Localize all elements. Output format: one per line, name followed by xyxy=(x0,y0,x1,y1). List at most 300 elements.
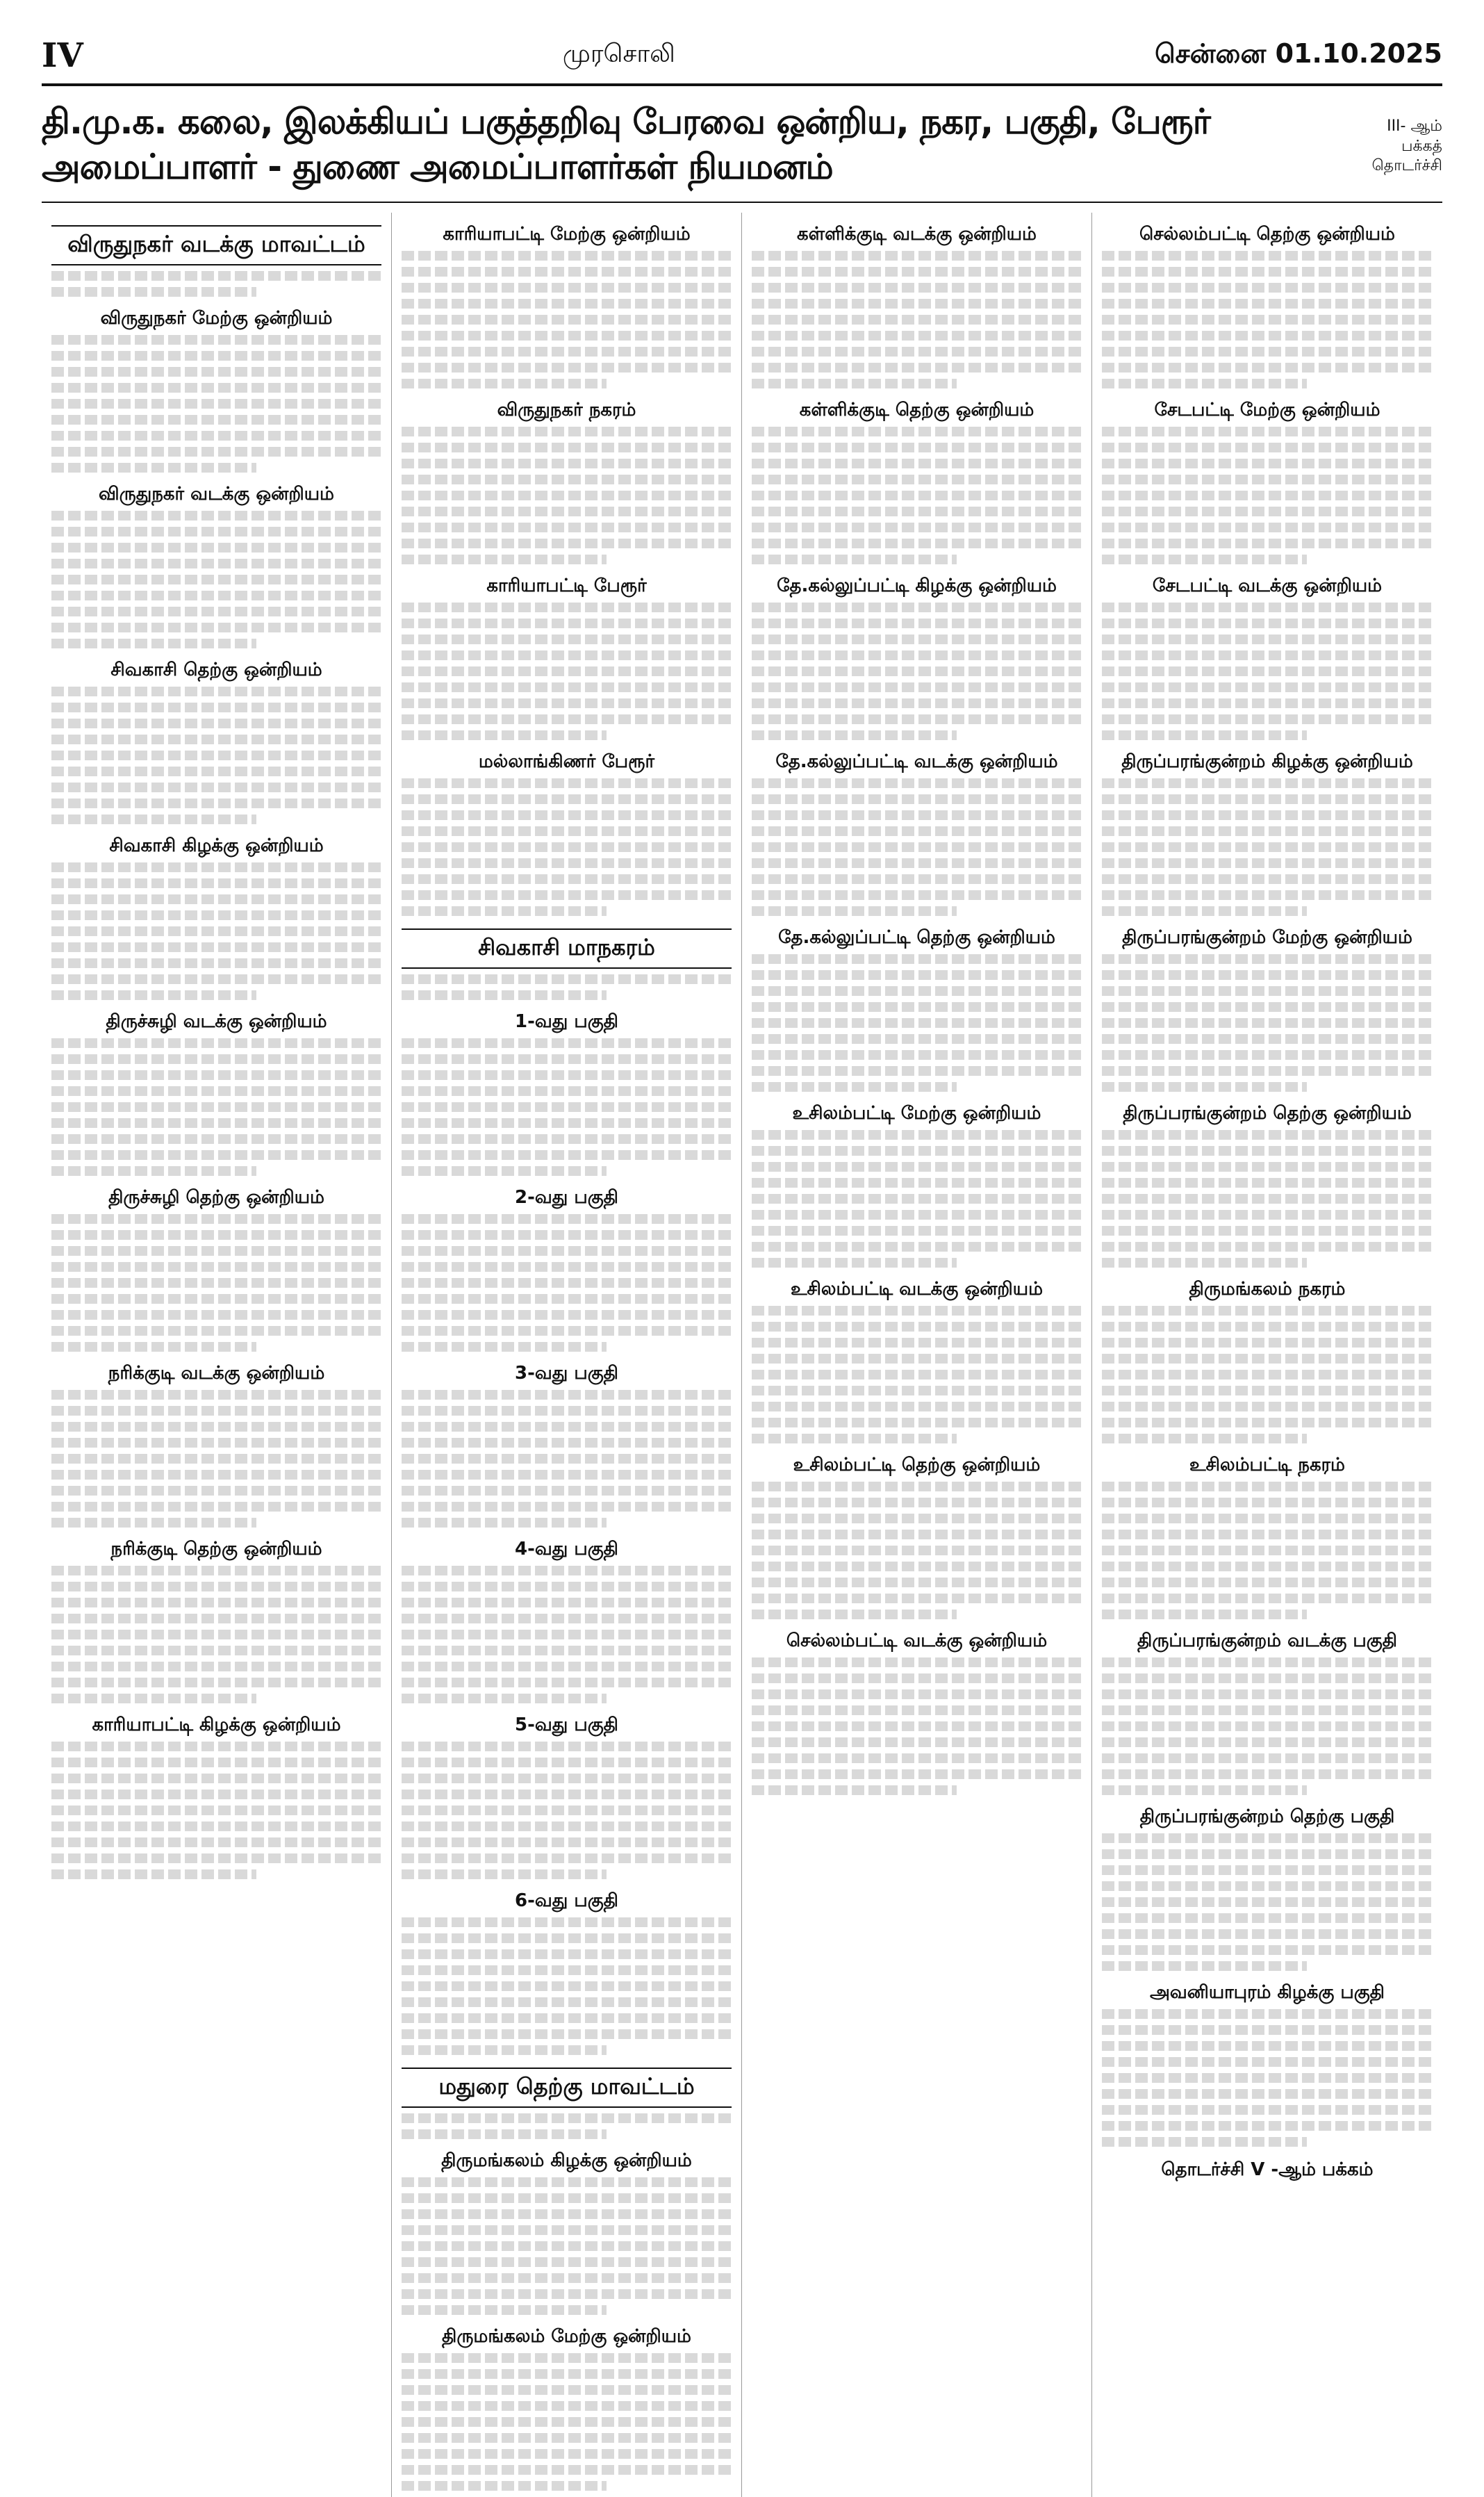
text-line xyxy=(1102,299,1433,309)
union-heading: உசிலம்பட்டி தெற்கு ஒன்றியம் xyxy=(793,1455,1041,1475)
text-line xyxy=(1102,603,1433,612)
text-line xyxy=(402,1502,732,1512)
text-line xyxy=(402,1566,732,1575)
text-line xyxy=(1102,2009,1433,2019)
text-line xyxy=(402,2013,732,2023)
text-line xyxy=(752,1322,1082,1332)
text-line xyxy=(402,1102,732,1112)
text-line xyxy=(752,1578,1082,1587)
text-line xyxy=(51,1118,381,1128)
text-line xyxy=(51,719,381,728)
text-line xyxy=(752,1082,957,1092)
text-line xyxy=(752,1162,1082,1172)
text-line xyxy=(402,2045,607,2055)
text-line xyxy=(402,1262,732,1272)
union-heading: விருதுநகர் வடக்கு ஒன்றியம் xyxy=(99,484,334,505)
text-line xyxy=(752,1498,1082,1507)
union-heading: 3-வது பகுதி xyxy=(515,1363,618,1384)
text-line xyxy=(1102,1721,1433,1731)
appointment-text-block xyxy=(51,271,381,297)
appointment-text-block xyxy=(1102,1657,1433,1795)
text-line xyxy=(51,1294,381,1304)
union-heading: திருப்பரங்குன்றம் தெற்கு பகுதி xyxy=(1139,1806,1395,1827)
text-line xyxy=(752,970,1082,980)
text-line xyxy=(402,2417,732,2427)
text-line xyxy=(402,379,607,388)
text-line xyxy=(51,559,381,568)
column-2 xyxy=(392,213,742,2497)
text-line xyxy=(1102,539,1433,548)
appointment-text-block xyxy=(402,1214,732,1352)
text-line xyxy=(402,283,732,293)
continued-footer-note: தொடர்ச்சி V -ஆம் பக்கம் xyxy=(1161,2159,1374,2180)
text-line xyxy=(402,1118,732,1128)
appointment-text-block xyxy=(402,1566,732,1703)
text-line xyxy=(402,1933,732,1943)
text-line xyxy=(402,842,732,852)
text-line xyxy=(51,591,381,600)
union-heading: 2-வது பகுதி xyxy=(515,1187,618,1208)
text-line xyxy=(1102,1370,1433,1380)
text-line xyxy=(1102,858,1433,868)
union-heading: உசிலம்பட்டி வடக்கு ஒன்றியம் xyxy=(790,1279,1044,1300)
text-line xyxy=(402,539,732,548)
text-line xyxy=(402,491,732,500)
text-line xyxy=(51,1278,381,1288)
text-line xyxy=(1102,363,1433,372)
text-line xyxy=(1102,1178,1433,1188)
text-line xyxy=(402,1166,607,1176)
text-line xyxy=(402,1742,732,1751)
text-line xyxy=(51,1454,381,1464)
text-line xyxy=(51,1821,381,1831)
text-line xyxy=(1102,1002,1433,1012)
union-heading: விருதுநகர் மேற்கு ஒன்றியம் xyxy=(100,308,333,329)
text-line xyxy=(752,1210,1082,1220)
text-line xyxy=(1102,1610,1307,1619)
text-line xyxy=(402,2177,732,2187)
text-line xyxy=(1102,794,1433,804)
text-line xyxy=(1102,475,1433,484)
text-line xyxy=(402,267,732,277)
text-line xyxy=(51,1694,256,1703)
appointment-text-block xyxy=(402,1390,732,1528)
appointment-text-block xyxy=(402,427,732,564)
text-line xyxy=(402,1869,607,1879)
text-line xyxy=(402,523,732,532)
text-line xyxy=(1102,1881,1433,1891)
text-line xyxy=(1102,1785,1307,1795)
text-line xyxy=(402,2369,732,2379)
text-line xyxy=(402,826,732,836)
appointment-text-block xyxy=(402,778,732,916)
text-line xyxy=(51,463,256,473)
text-line xyxy=(1102,283,1433,293)
headline-row xyxy=(42,86,1442,203)
text-line xyxy=(402,1694,607,1703)
text-line xyxy=(1102,730,1307,740)
text-line xyxy=(51,894,381,904)
text-line xyxy=(1102,315,1433,325)
text-line xyxy=(752,666,1082,676)
union-heading: 6-வது பகுதி xyxy=(515,1890,618,1911)
union-heading: திருமங்கலம் கிழக்கு ஒன்றியம் xyxy=(441,2150,692,2171)
text-line xyxy=(752,427,1082,436)
text-line xyxy=(51,1054,381,1064)
text-line xyxy=(752,459,1082,468)
text-line xyxy=(402,2305,607,2315)
text-line xyxy=(402,794,732,804)
union-heading: 1-வது பகுதி xyxy=(515,1011,618,1032)
text-line xyxy=(1102,1066,1433,1076)
text-line xyxy=(51,1230,381,1240)
text-line xyxy=(1102,1386,1433,1395)
text-line xyxy=(1102,954,1433,964)
text-line xyxy=(51,1662,381,1671)
text-line xyxy=(752,1482,1082,1491)
text-line xyxy=(1102,1434,1307,1443)
text-line xyxy=(402,1390,732,1400)
text-line xyxy=(752,794,1082,804)
text-line xyxy=(1102,682,1433,692)
text-line xyxy=(1102,1210,1433,1220)
text-line xyxy=(51,783,381,792)
text-line xyxy=(51,958,381,968)
union-heading: திருச்சுழி தெற்கு ஒன்றியம் xyxy=(108,1187,324,1208)
appointment-text-block xyxy=(51,862,381,1000)
text-line xyxy=(752,1530,1082,1539)
text-line xyxy=(752,1226,1082,1236)
text-line xyxy=(51,1470,381,1480)
text-line xyxy=(752,1546,1082,1555)
union-heading: சேடபட்டி வடக்கு ஒன்றியம் xyxy=(1152,575,1383,596)
text-line xyxy=(1102,986,1433,996)
text-line xyxy=(51,1390,381,1400)
union-heading: அவனியாபுரம் கிழக்கு பகுதி xyxy=(1150,1982,1385,2003)
text-line xyxy=(402,1310,732,1320)
text-line xyxy=(752,1258,957,1268)
text-line xyxy=(752,299,1082,309)
text-line xyxy=(51,1614,381,1623)
appointment-text-block xyxy=(752,1306,1082,1443)
text-line xyxy=(402,2029,732,2039)
text-line xyxy=(1102,2137,1307,2147)
union-heading: திருமங்கலம் மேற்கு ஒன்றியம் xyxy=(442,2326,691,2347)
text-line xyxy=(51,751,381,760)
continued-note: III- ஆம் பக்கத் தொடர்ச்சி xyxy=(1371,117,1442,175)
text-line xyxy=(51,1214,381,1224)
text-line xyxy=(51,383,381,393)
text-line xyxy=(752,1018,1082,1028)
text-line xyxy=(402,1774,732,1783)
text-line xyxy=(402,1246,732,1256)
union-heading: திருப்பரங்குன்றம் தெற்கு ஒன்றியம் xyxy=(1123,1103,1412,1124)
text-line xyxy=(402,2289,732,2299)
text-line xyxy=(752,650,1082,660)
text-line xyxy=(1102,1402,1433,1411)
text-line xyxy=(402,1646,732,1655)
text-line xyxy=(402,1806,732,1815)
text-line xyxy=(51,1518,256,1528)
text-line xyxy=(402,2449,732,2459)
text-line xyxy=(1102,1530,1433,1539)
union-heading: உசிலம்பட்டி நகரம் xyxy=(1189,1455,1345,1475)
appointment-text-block xyxy=(51,1214,381,1352)
text-line xyxy=(1102,347,1433,357)
text-line xyxy=(752,1562,1082,1571)
main-headline: தி.மு.க. கலை, இலக்கியப் பகுத்தறிவு பேரவை ஒன்றிய, நகர, பகுதி, பேரூர் அமைப்பாளர் - துணை அமைப்பாளர்கள் நியமனம் xyxy=(42,101,1210,187)
text-line xyxy=(752,1657,1082,1667)
text-line xyxy=(402,315,732,325)
text-line xyxy=(752,1418,1082,1427)
text-line xyxy=(752,283,1082,293)
text-line xyxy=(402,730,607,740)
text-line xyxy=(1102,1673,1433,1683)
text-line xyxy=(1102,251,1433,261)
text-line xyxy=(51,1166,256,1176)
text-line xyxy=(402,2401,732,2411)
appointment-text-block xyxy=(51,1566,381,1703)
text-line xyxy=(1102,2057,1433,2067)
appointment-text-block xyxy=(402,1038,732,1176)
text-line xyxy=(402,1917,732,1927)
text-line xyxy=(51,367,381,377)
text-line xyxy=(51,431,381,441)
text-line xyxy=(1102,1897,1433,1907)
text-line xyxy=(402,1997,732,2007)
text-line xyxy=(402,906,607,916)
text-line xyxy=(752,443,1082,452)
text-line xyxy=(402,2241,732,2251)
text-line xyxy=(1102,1306,1433,1316)
appointment-text-block xyxy=(752,251,1082,388)
text-line xyxy=(51,527,381,537)
text-line xyxy=(51,878,381,888)
text-line xyxy=(752,1242,1082,1252)
text-line xyxy=(1102,2025,1433,2035)
union-heading: தே.கல்லுப்பட்டி கிழக்கு ஒன்றியம் xyxy=(777,575,1057,596)
union-heading: 5-வது பகுதி xyxy=(515,1714,618,1735)
appointment-text-block xyxy=(402,2113,732,2139)
text-line xyxy=(51,1837,381,1847)
appointment-text-block xyxy=(51,687,381,824)
text-line xyxy=(402,1422,732,1432)
text-line xyxy=(51,1438,381,1448)
text-line xyxy=(51,1422,381,1432)
text-line xyxy=(402,1630,732,1639)
appointment-text-block xyxy=(1102,1130,1433,1268)
text-line xyxy=(1102,379,1307,388)
text-line xyxy=(51,1566,381,1575)
text-line xyxy=(402,1438,732,1448)
article-columns xyxy=(42,213,1442,2347)
appointment-text-block xyxy=(752,778,1082,916)
text-line xyxy=(402,778,732,788)
text-line xyxy=(51,543,381,552)
text-line xyxy=(752,1785,957,1795)
text-line xyxy=(402,1294,732,1304)
text-line xyxy=(51,271,381,281)
text-line xyxy=(752,1338,1082,1348)
text-line xyxy=(51,1582,381,1591)
text-line xyxy=(402,2225,732,2235)
text-line xyxy=(752,874,1082,884)
column-1 xyxy=(42,213,392,2497)
text-line xyxy=(1102,1689,1433,1699)
appointment-text-block xyxy=(402,1917,732,2055)
appointment-text-block xyxy=(752,427,1082,564)
text-line xyxy=(1102,1833,1433,1843)
text-line xyxy=(752,1002,1082,1012)
text-line xyxy=(51,1758,381,1767)
text-line xyxy=(1102,267,1433,277)
text-line xyxy=(402,363,732,372)
masthead xyxy=(42,28,1442,86)
column-3 xyxy=(742,213,1092,2497)
text-line xyxy=(1102,443,1433,452)
text-line xyxy=(51,607,381,616)
union-heading: திருப்பரங்குன்றம் வடக்கு பகுதி xyxy=(1137,1630,1397,1651)
text-line xyxy=(1102,1769,1433,1779)
appointment-text-block xyxy=(1102,1482,1433,1619)
text-line xyxy=(51,1774,381,1783)
text-line xyxy=(402,299,732,309)
text-line xyxy=(51,639,256,648)
text-line xyxy=(51,926,381,936)
text-line xyxy=(752,698,1082,708)
text-line xyxy=(752,730,957,740)
union-heading: திருமங்கலம் நகரம் xyxy=(1189,1279,1346,1300)
text-line xyxy=(51,1853,381,1863)
text-line xyxy=(752,555,957,564)
text-line xyxy=(1102,1226,1433,1236)
text-line xyxy=(1102,1146,1433,1156)
text-line xyxy=(402,1821,732,1831)
text-line xyxy=(752,1066,1082,1076)
text-line xyxy=(1102,459,1433,468)
text-line xyxy=(1102,826,1433,836)
text-line xyxy=(752,842,1082,852)
appointment-text-block xyxy=(752,1482,1082,1619)
text-line xyxy=(752,1753,1082,1763)
text-line xyxy=(51,1630,381,1639)
text-line xyxy=(752,714,1082,724)
text-line xyxy=(402,1038,732,1048)
text-line xyxy=(752,1737,1082,1747)
text-line xyxy=(1102,2089,1433,2099)
text-line xyxy=(402,1230,732,1240)
text-line xyxy=(1102,1194,1433,1204)
text-line xyxy=(51,1102,381,1112)
text-line xyxy=(51,447,381,457)
text-line xyxy=(752,986,1082,996)
text-line xyxy=(1102,1562,1433,1571)
district-heading: மதுரை தெற்கு மாவட்டம் xyxy=(402,2068,732,2108)
paper-name: முரசொலி xyxy=(562,40,675,68)
text-line xyxy=(402,1965,732,1975)
text-line xyxy=(1102,698,1433,708)
text-line xyxy=(1102,1082,1307,1092)
text-line xyxy=(402,507,732,516)
text-line xyxy=(1102,666,1433,676)
text-line xyxy=(1102,1913,1433,1923)
text-line xyxy=(51,687,381,696)
text-line xyxy=(402,2465,732,2475)
text-line xyxy=(51,862,381,872)
text-line xyxy=(1102,1322,1433,1332)
text-line xyxy=(51,1086,381,1096)
appointment-text-block xyxy=(51,335,381,473)
text-line xyxy=(1102,1050,1433,1060)
text-line xyxy=(402,682,732,692)
text-line xyxy=(402,1790,732,1799)
text-line xyxy=(752,539,1082,548)
text-line xyxy=(51,910,381,920)
appointment-text-block xyxy=(1102,1833,1433,1971)
text-line xyxy=(402,1981,732,1991)
text-line xyxy=(402,1342,607,1352)
text-line xyxy=(402,459,732,468)
edition-date: சென்னை 01.10.2025 xyxy=(1155,38,1442,69)
appointment-text-block xyxy=(1102,778,1433,916)
text-line xyxy=(51,623,381,632)
column-4 xyxy=(1092,213,1442,2497)
text-line xyxy=(402,666,732,676)
text-line xyxy=(1102,427,1433,436)
text-line xyxy=(752,1434,957,1443)
text-line xyxy=(752,810,1082,820)
text-line xyxy=(752,363,1082,372)
text-line xyxy=(752,1354,1082,1364)
appointment-text-block xyxy=(51,1742,381,1879)
text-line xyxy=(1102,1034,1433,1044)
union-heading: கள்ளிக்குடி வடக்கு ஒன்றியம் xyxy=(797,224,1037,245)
text-line xyxy=(402,1134,732,1144)
text-line xyxy=(51,703,381,712)
text-line xyxy=(752,1146,1082,1156)
appointment-text-block xyxy=(402,1742,732,1879)
text-line xyxy=(402,555,607,564)
union-heading: சிவகாசி தெற்கு ஒன்றியம் xyxy=(110,660,322,680)
union-heading: கள்ளிக்குடி தெற்கு ஒன்றியம் xyxy=(799,400,1034,420)
appointment-text-block xyxy=(752,954,1082,1092)
text-line xyxy=(402,331,732,341)
text-line xyxy=(51,1342,256,1352)
text-line xyxy=(51,799,381,808)
text-line xyxy=(1102,491,1433,500)
text-line xyxy=(752,1178,1082,1188)
text-line xyxy=(752,347,1082,357)
union-heading: தே.கல்லுப்பட்டி தெற்கு ஒன்றியம் xyxy=(778,927,1055,948)
text-line xyxy=(402,1326,732,1336)
appointment-text-block xyxy=(402,2177,732,2315)
text-line xyxy=(1102,635,1433,644)
text-line xyxy=(1102,1705,1433,1715)
text-line xyxy=(402,2129,607,2139)
text-line xyxy=(1102,555,1307,564)
text-line xyxy=(1102,778,1433,788)
text-line xyxy=(402,1837,732,1847)
text-line xyxy=(1102,650,1433,660)
text-line xyxy=(402,1086,732,1096)
text-line xyxy=(1102,1594,1433,1603)
text-line xyxy=(51,511,381,521)
text-line xyxy=(752,1386,1082,1395)
text-line xyxy=(752,251,1082,261)
text-line xyxy=(1102,1338,1433,1348)
text-line xyxy=(752,1050,1082,1060)
text-line xyxy=(51,1869,256,1879)
